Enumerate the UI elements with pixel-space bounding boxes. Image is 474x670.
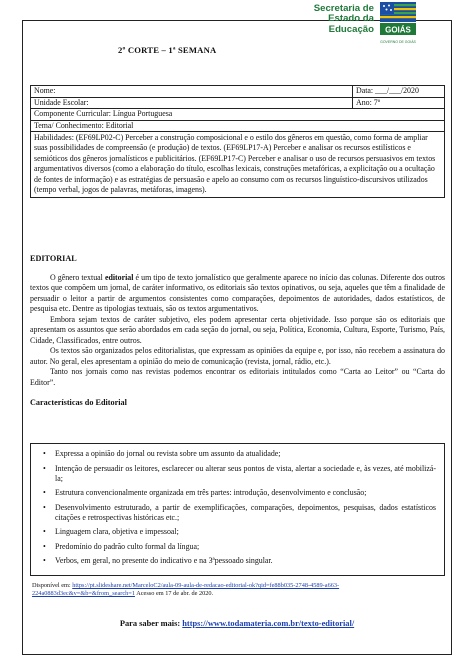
student-info-table <box>30 85 445 198</box>
source-citation <box>32 582 442 599</box>
source-prefix: Disponível em: <box>32 582 73 589</box>
characteristics-title: Características do Editorial <box>30 398 127 407</box>
ano-field: Ano: 7º <box>353 97 445 109</box>
list-item: • Desenvolvimento estruturado, a partir de exemplificações, comparações, depoimentos, pesquisas, dados estatísticos citações e retrospectivas históricas etc.; <box>55 503 436 523</box>
logo-line-2: Estado da <box>328 13 374 25</box>
list-item: • Estrutura convencionalmente organizada em três partes: introdução, desenvolvimento e conclusão; <box>55 488 436 498</box>
tema-conhecimento: Tema/ Conhecimento: Editorial <box>31 120 445 132</box>
componente-curricular: Componente Curricular: Língua Portuguesa <box>31 109 445 121</box>
goias-flag-icon <box>380 2 416 40</box>
unidade-escolar-field[interactable]: Unidade Escolar: <box>31 97 353 109</box>
paragraph-3: Os textos são organizados pelos editorialistas, que expressam as opiniões da equipe e, por isso, não recebem a assinatura do autor. No geral, eles apresentam a opinião do meio de comunicação (revista, jornal, rádio, etc.). <box>30 346 445 366</box>
characteristics-box <box>30 443 445 576</box>
paragraph-2: Embora sejam textos de caráter subjetivo, eles podem apresentar certa objetividade. Isso porque são os editoriais que apresentam os assuntos que serão abordados em cada seção do jornal, ou seja, Política, Economia, Cultura, Esporte, Turismo, País, Cidade, Classificados, entre outros. <box>30 314 445 345</box>
read-more <box>0 619 474 628</box>
source-suffix: Acesso em 17 de abr. de 2020. <box>134 590 214 598</box>
list-item: • Intenção de persuadir os leitores, esclarecer ou alterar seus pontos de vista, alertar a sociedade e, às vezes, até mobilizá-la; <box>55 464 436 484</box>
article-title: EDITORIAL <box>30 254 77 263</box>
nome-field[interactable]: Nome: <box>31 86 353 98</box>
read-more-label: Para saber mais: <box>119 619 183 628</box>
paragraph-1: O gênero textual editorial é um tipo de texto jornalístico que geralmente aparece no início das colunas. Diferente dos outros textos que compõem um jornal, de caráter informativo, os editoriais são textos opinativos, ou seja, aqueles que têm a finalidade de persuadir o leitor a partir de argumentos consistentes como comparações, depoimentos de autoridades, dados estatísticos, de pesquisa etc. Dentre as tipologias textuais, são os textos argumentativos. <box>30 272 446 313</box>
read-more-link[interactable]: https://www.todamateria.com.br/texto-editorial/ <box>182 619 355 628</box>
paragraph-4: Tanto nos jornais como nas revistas podemos encontrar os editoriais intitulados como “Carta ao Leitor” ou “Carta do Editor”. <box>30 367 445 387</box>
logo-line-3: Educação <box>328 23 374 35</box>
habilidades: Habilidades: (EF69LP02-C) Perceber a construção composicional e o estilo dos gêneros em questão, como forma de ampliar suas possibilidades de compreensão (e produção) de textos. (EF69LP17-A) Perceber e analisar os recursos estilísticos e semióticos dos gêneros jornalísticos e publicitários. (EF69LP17-C) Perceber e analisar o uso de recursos persuasivos em textos argumentativos diversos (como a elaboração do título, escolhas lexicais, construções metafóricas, a explicitação ou a ocultação de fontes de informação) e as estratégias de persuasão e apelo ao consumo com os recursos linguístico-discursivos utilizados (tempo verbal, jogos de palavras, metáforas, imagens). <box>31 132 445 198</box>
source-link[interactable]: https://pt.slideshare.net/MarceloC2/aula-09-aula-de-redacao-editorial-ok?qid=fe88b035-2748-4589-a663-224a0883d3ec&v=&b=&from_search=1 <box>32 582 340 598</box>
list-item: • Expressa a opinião do jornal ou revista sobre um assunto da atualidade; <box>55 449 436 459</box>
page-title: 2º CORTE – 1ª SEMANA <box>118 45 217 55</box>
list-item: • Linguagem clara, objetiva e impessoal; <box>55 527 436 537</box>
list-item: • Verbos, em geral, no presente do indicativo e na 3ªpessoado singular. <box>55 556 436 566</box>
logo-line-1: Secretaria de <box>313 3 374 14</box>
secretaria-logo-text <box>310 4 374 35</box>
list-item: • Predomínio do padrão culto formal da língua; <box>55 542 436 552</box>
article-body <box>30 254 445 418</box>
characteristics-list <box>55 449 436 567</box>
bold-term: editorial <box>104 272 134 282</box>
data-field[interactable]: Data: ___/___/2020 <box>353 86 445 98</box>
logo-subtitle: GOVERNO DE GOIÁS <box>380 40 416 44</box>
logo-word: GOIÁS <box>385 25 411 35</box>
